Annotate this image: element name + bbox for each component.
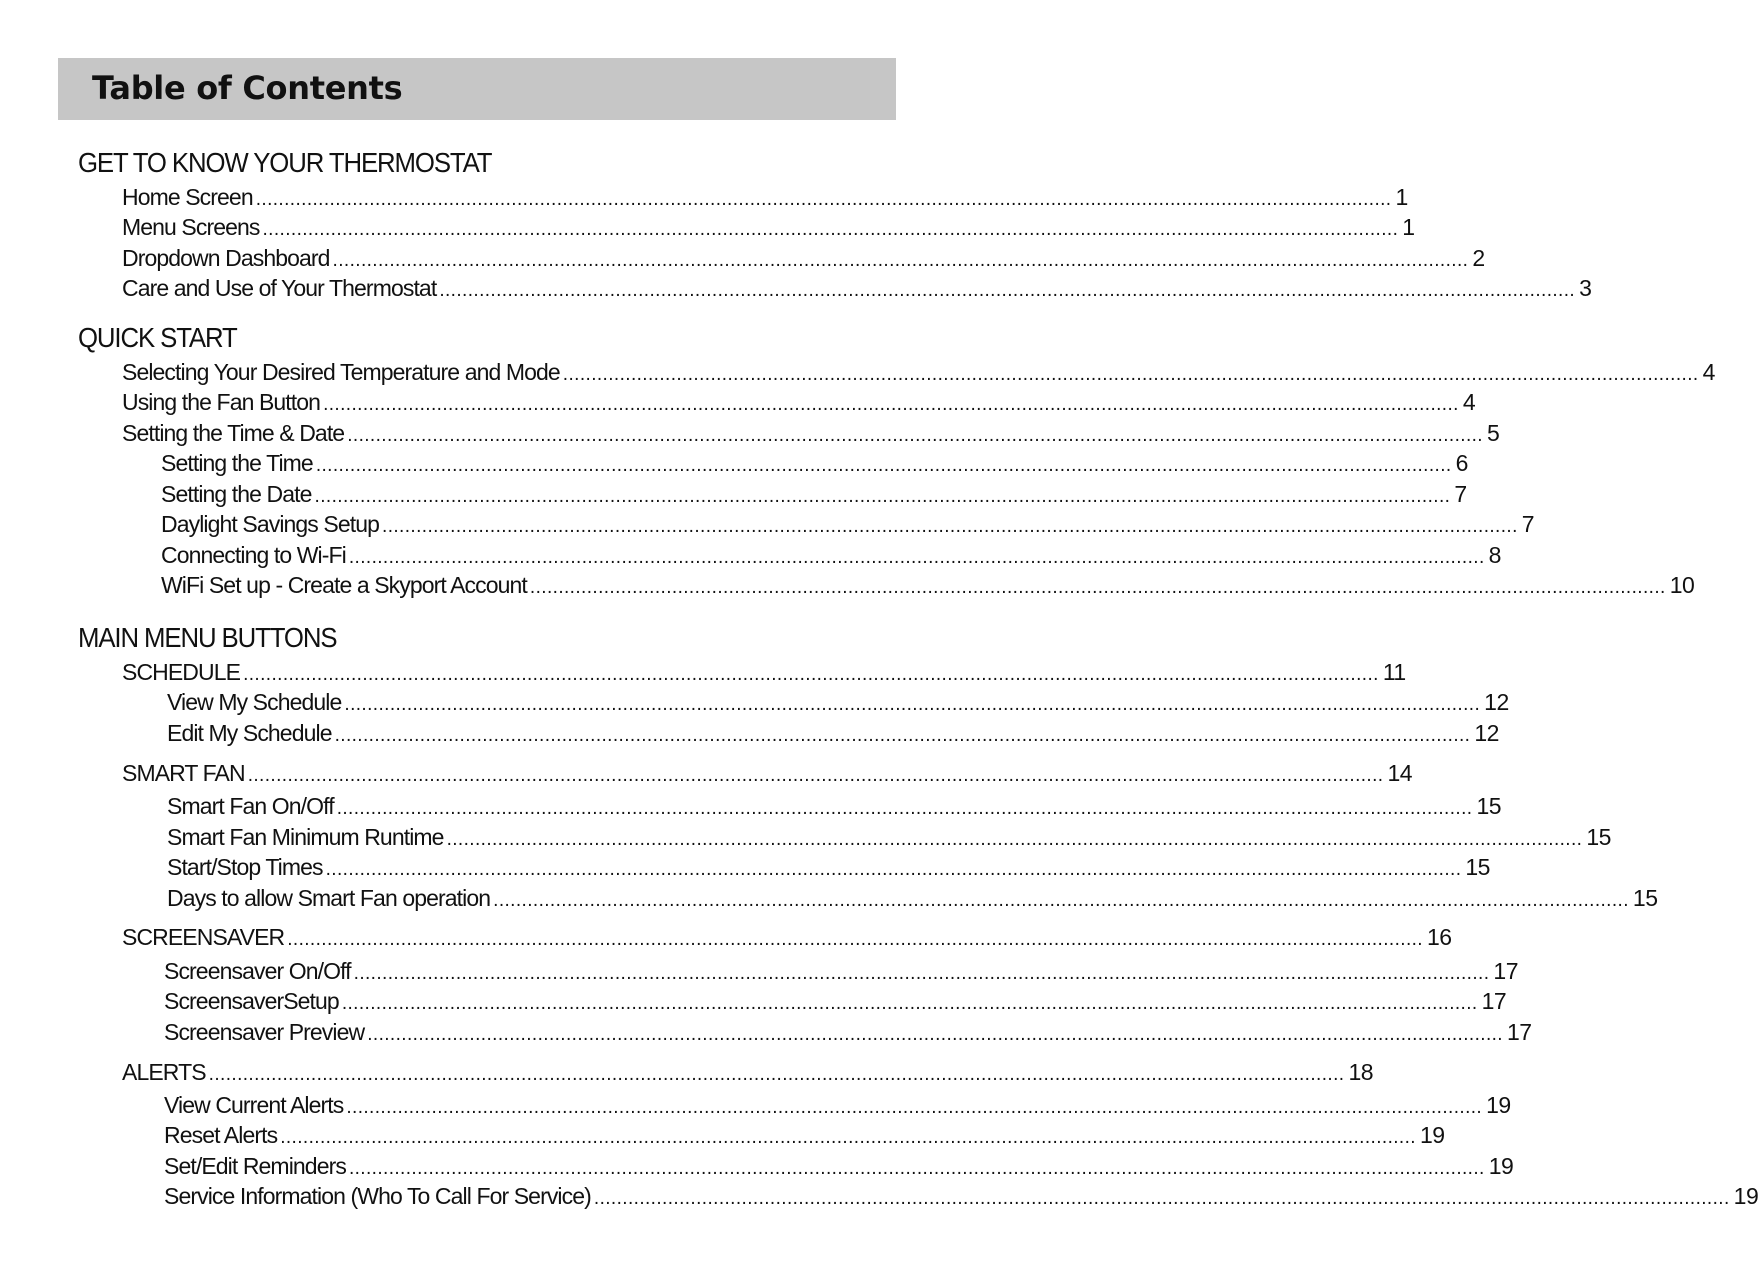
toc-label: SMART FAN <box>122 760 245 786</box>
toc-label: Screensaver Preview <box>164 1019 365 1045</box>
toc-label: Using the Fan Button <box>122 389 321 415</box>
dot-leader: ........................................................................................................................................................................................................ <box>332 250 1469 271</box>
dot-leader: ........................................................................................................................................................................................................ <box>323 394 1459 415</box>
toc-page: 19 <box>1486 1092 1511 1118</box>
toc-entry[interactable] <box>122 387 1476 417</box>
dot-leader: ........................................................................................................................................................................................................ <box>353 963 1490 984</box>
toc-label: SCREENSAVER <box>122 924 285 950</box>
title-bar <box>58 58 896 120</box>
dot-leader: ........................................................................................................................................................................................................ <box>280 1127 1416 1148</box>
section-heading: QUICK START <box>78 322 237 353</box>
toc-page: 19 <box>1419 1122 1445 1148</box>
toc-entry[interactable] <box>161 479 1467 509</box>
dot-leader: ........................................................................................................................................................................................................ <box>208 1064 1345 1085</box>
toc-label: Daylight Savings Setup <box>161 511 380 537</box>
toc-page: 18 <box>1348 1059 1374 1085</box>
toc-page: 12 <box>1484 689 1509 715</box>
dot-leader: ........................................................................................................................................................................................................ <box>325 859 1462 880</box>
toc-page: 15 <box>1476 793 1502 819</box>
section-heading: GET TO KNOW YOUR THERMOSTAT <box>78 147 492 178</box>
toc-label: Home Screen <box>122 184 253 210</box>
toc-label: Set/Edit Reminders <box>164 1153 346 1179</box>
toc-page: 12 <box>1474 720 1499 746</box>
dot-leader: ........................................................................................................................................................................................................ <box>255 189 1392 210</box>
toc-entry[interactable] <box>161 448 1468 478</box>
toc-page: 7 <box>1454 481 1467 507</box>
dot-leader: ........................................................................................................................................................................................................ <box>262 219 1399 240</box>
toc-entry[interactable] <box>122 758 1413 788</box>
dot-leader: ........................................................................................................................................................................................................ <box>382 516 1518 537</box>
toc-label: Care and Use of Your Thermostat <box>122 275 437 301</box>
toc-page: 4 <box>1702 359 1715 385</box>
toc-page: 15 <box>1465 854 1490 880</box>
toc-entry[interactable] <box>161 540 1501 570</box>
toc-page: 16 <box>1426 924 1452 950</box>
toc-entry[interactable] <box>164 1120 1445 1150</box>
toc-page: 15 <box>1632 885 1658 911</box>
dot-leader: ........................................................................................................................................................................................................ <box>287 929 1423 950</box>
toc-label: ScreensaverSetup <box>164 988 339 1014</box>
toc-page: 1 <box>1395 184 1408 210</box>
toc-page: 14 <box>1387 760 1413 786</box>
dot-leader: ........................................................................................................................................................................................................ <box>562 364 1699 385</box>
dot-leader: ........................................................................................................................................................................................................ <box>346 1097 1483 1118</box>
dot-leader: ........................................................................................................................................................................................................ <box>348 547 1485 568</box>
toc-label: Start/Stop Times <box>167 854 323 880</box>
toc-page: 7 <box>1521 511 1535 537</box>
toc-label: Smart Fan On/Off <box>167 793 334 819</box>
toc-page: 15 <box>1586 824 1611 850</box>
toc-entry[interactable] <box>164 986 1507 1016</box>
toc-entry[interactable] <box>167 791 1502 821</box>
toc-label: Connecting to Wi-Fi <box>161 542 346 568</box>
toc-entry[interactable] <box>164 956 1518 986</box>
toc-page: 11 <box>1382 659 1406 685</box>
toc-label: View My Schedule <box>167 689 342 715</box>
dot-leader: ........................................................................................................................................................................................................ <box>446 829 1583 850</box>
dot-leader: ........................................................................................................................................................................................................ <box>315 455 1452 476</box>
toc-entry[interactable] <box>164 1017 1532 1047</box>
toc-label: ALERTS <box>122 1059 206 1085</box>
toc-entry[interactable] <box>161 509 1535 539</box>
page-title: Table of Contents <box>92 69 403 107</box>
toc-entry[interactable] <box>167 822 1611 852</box>
toc-page: 10 <box>1669 572 1695 598</box>
toc-entry[interactable] <box>164 1181 1758 1211</box>
dot-leader: ........................................................................................................................................................................................................ <box>367 1024 1503 1045</box>
toc-entry[interactable] <box>122 212 1415 242</box>
section-heading: MAIN MENU BUTTONS <box>78 622 337 653</box>
toc-entry[interactable] <box>122 357 1715 387</box>
toc-page: 4 <box>1462 389 1476 415</box>
toc-label: Service Information (Who To Call For Service) <box>164 1183 591 1209</box>
toc-page: 17 <box>1481 988 1507 1014</box>
toc-entry[interactable] <box>122 922 1452 952</box>
toc-entry[interactable] <box>122 273 1592 303</box>
toc-page: 3 <box>1579 275 1592 301</box>
toc-entry[interactable] <box>122 657 1406 687</box>
dot-leader: ........................................................................................................................................................................................................ <box>593 1188 1730 1209</box>
toc-entry[interactable] <box>167 852 1490 882</box>
toc-page: 5 <box>1486 420 1500 446</box>
toc-entry[interactable] <box>161 570 1695 600</box>
toc-entry[interactable] <box>164 1090 1511 1120</box>
dot-leader: ........................................................................................................................................................................................................ <box>344 694 1481 715</box>
toc-label: Reset Alerts <box>164 1122 278 1148</box>
toc-entry[interactable] <box>122 243 1485 273</box>
toc-label: Setting the Time & Date <box>122 420 345 446</box>
dot-leader: ........................................................................................................................................................................................................ <box>334 725 1471 746</box>
dot-leader: ........................................................................................................................................................................................................ <box>247 765 1384 786</box>
dot-leader: ........................................................................................................................................................................................................ <box>439 280 1576 301</box>
dot-leader: ........................................................................................................................................................................................................ <box>348 1158 1485 1179</box>
toc-page: 1 <box>1402 214 1415 240</box>
dot-leader: ........................................................................................................................................................................................................ <box>529 577 1666 598</box>
toc-label: Days to allow Smart Fan operation <box>167 885 491 911</box>
toc-label: SCHEDULE <box>122 659 241 685</box>
dot-leader: ........................................................................................................................................................................................................ <box>314 486 1451 507</box>
toc-label: Smart Fan Minimum Runtime <box>167 824 444 850</box>
toc-label: Edit My Schedule <box>167 720 332 746</box>
toc-page: 19 <box>1733 1183 1758 1209</box>
toc-entry[interactable] <box>122 1057 1374 1087</box>
toc-page: 6 <box>1455 450 1468 476</box>
toc-label: WiFi Set up - Create a Skyport Account <box>161 572 527 598</box>
toc-page: 8 <box>1488 542 1501 568</box>
toc-label: Setting the Date <box>161 481 312 507</box>
toc-entry[interactable] <box>122 182 1408 212</box>
dot-leader: ........................................................................................................................................................................................................ <box>243 664 1379 685</box>
toc-entry[interactable] <box>167 883 1658 913</box>
toc-label: Dropdown Dashboard <box>122 245 330 271</box>
toc-label: View Current Alerts <box>164 1092 344 1118</box>
toc-label: Menu Screens <box>122 214 260 240</box>
toc-label: Setting the Time <box>161 450 313 476</box>
toc-page: 19 <box>1488 1153 1514 1179</box>
toc-page: 17 <box>1506 1019 1532 1045</box>
toc-page: 2 <box>1472 245 1485 271</box>
toc-page: 17 <box>1493 958 1518 984</box>
dot-leader: ........................................................................................................................................................................................................ <box>347 425 1483 446</box>
dot-leader: ........................................................................................................................................................................................................ <box>336 798 1473 819</box>
dot-leader: ........................................................................................................................................................................................................ <box>341 993 1478 1014</box>
toc-label: Screensaver On/Off <box>164 958 351 984</box>
toc-label: Selecting Your Desired Temperature and Mode <box>122 359 560 385</box>
toc-entry[interactable] <box>164 1151 1514 1181</box>
toc-entry[interactable] <box>122 418 1500 448</box>
toc-entry[interactable] <box>167 718 1499 748</box>
dot-leader: ........................................................................................................................................................................................................ <box>493 890 1629 911</box>
toc-entry[interactable] <box>167 687 1509 717</box>
